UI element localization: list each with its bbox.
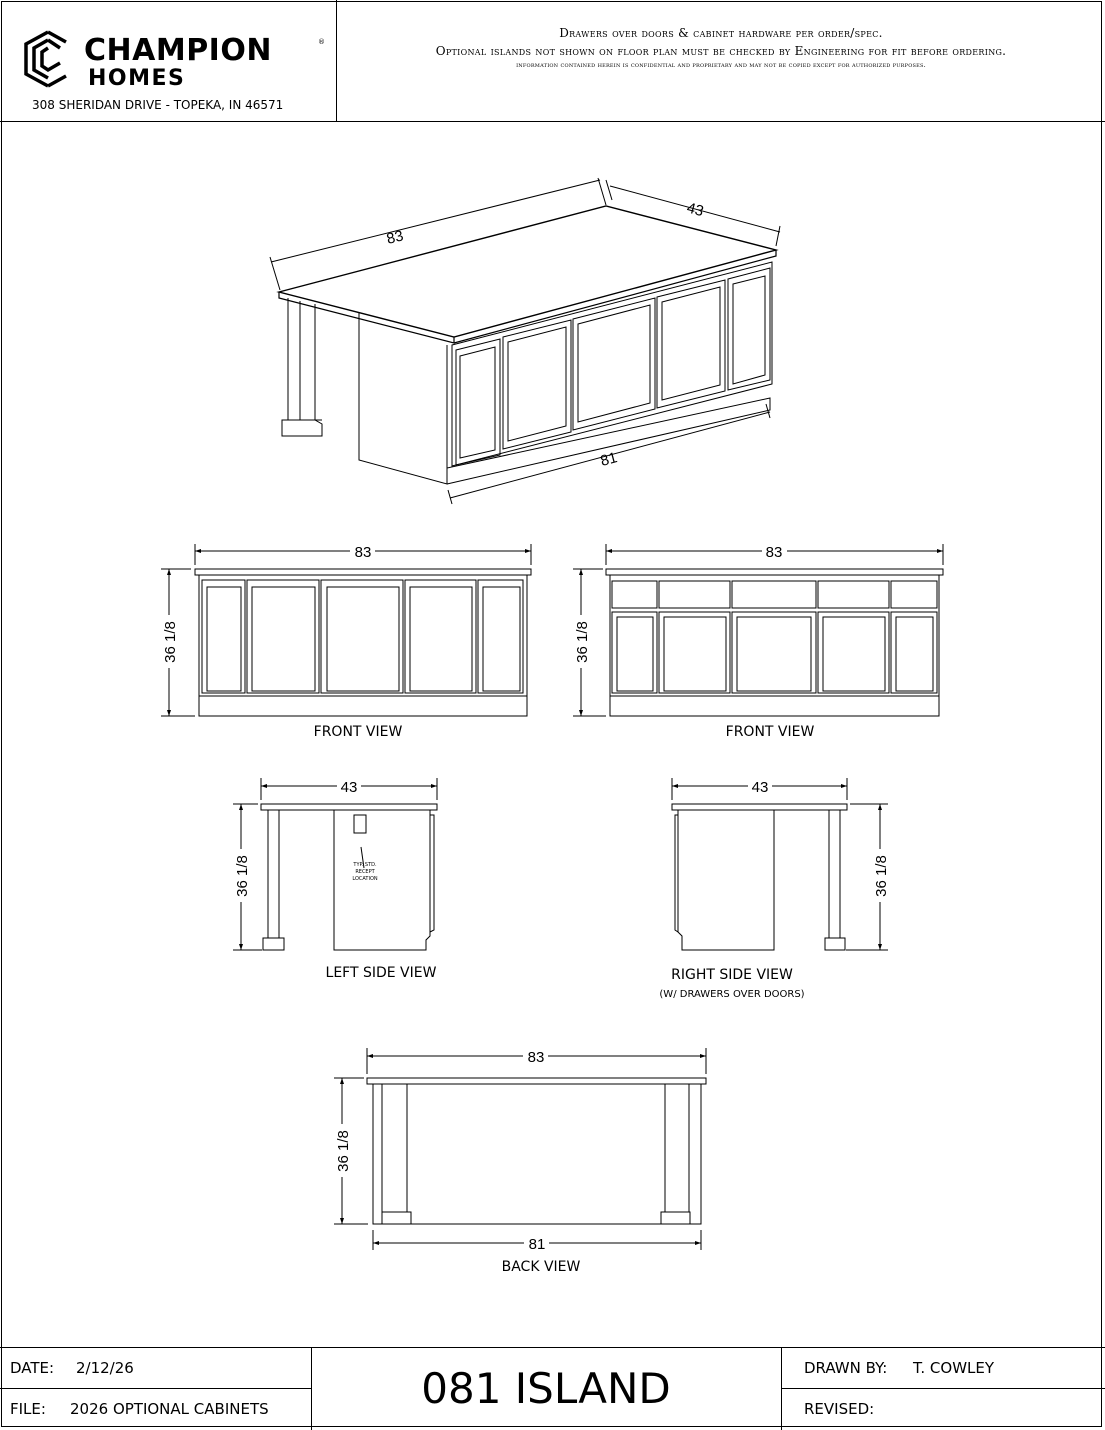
recept-note-2: RECEPT <box>355 869 375 875</box>
right-dim-height: 36 1/8 <box>873 855 890 897</box>
title-block-vline-right <box>781 1347 782 1430</box>
right-side-sublabel: (W/ DRAWERS OVER DOORS) <box>659 989 805 1000</box>
note-line-3: information contained herein is confidential and proprietary and may not be copied except for authorized purposes. <box>516 61 926 69</box>
iso-dim-depth: 43 <box>684 199 706 221</box>
front-view-1 <box>161 544 531 716</box>
drawn-by-label: DRAWN BY: <box>804 1359 888 1377</box>
title-block-right-divider <box>781 1388 1105 1389</box>
company-address: 308 SHERIDAN DRIVE - TOPEKA, IN 46571 <box>32 98 284 112</box>
recept-note-1: TYP. STD. <box>353 862 377 868</box>
front2-dim-height: 36 1/8 <box>574 621 591 663</box>
back-dim-height: 36 1/8 <box>335 1130 352 1172</box>
title-block-top <box>0 1347 1105 1348</box>
file-label: FILE: <box>10 1400 46 1418</box>
left-dim-height: 36 1/8 <box>234 855 251 897</box>
isometric-view <box>270 178 780 504</box>
front2-label: FRONT VIEW <box>725 724 815 740</box>
note-line-2: Optional islands not shown on floor plan must be checked by Engineering for fit before ordering. <box>435 44 1007 58</box>
front1-label: FRONT VIEW <box>313 724 403 740</box>
back-view <box>334 1048 706 1250</box>
right-side-label: RIGHT SIDE VIEW <box>671 967 793 983</box>
front2-dim-width: 83 <box>765 544 783 561</box>
dimension-arrows <box>167 549 943 1245</box>
front1-dim-height: 36 1/8 <box>162 621 179 663</box>
title-block-left-divider <box>0 1388 311 1389</box>
date-label: DATE: <box>10 1359 55 1377</box>
date-value: 2/12/26 <box>76 1359 134 1377</box>
right-dim-width: 43 <box>751 779 769 796</box>
iso-dim-base: 81 <box>598 449 620 470</box>
right-side-view <box>672 778 888 950</box>
back-dim-width: 83 <box>527 1049 545 1066</box>
logo-company-sub: HOMES <box>88 66 186 91</box>
drawing-title: 081 ISLAND <box>421 1364 671 1413</box>
back-dim-base: 81 <box>528 1236 546 1253</box>
svg-text:®: ® <box>318 38 325 46</box>
file-value: 2026 OPTIONAL CABINETS <box>70 1400 269 1418</box>
front-view-2 <box>573 544 943 716</box>
left-side-label: LEFT SIDE VIEW <box>325 965 437 981</box>
left-dim-width: 43 <box>340 779 358 796</box>
iso-dim-length: 83 <box>384 227 406 248</box>
drawn-by-value: T. COWLEY <box>913 1359 995 1377</box>
revised-label: REVISED: <box>804 1400 875 1418</box>
note-line-1: Drawers over doors & cabinet hardware per order/spec. <box>559 26 883 40</box>
left-side-view <box>233 778 437 950</box>
back-view-label: BACK VIEW <box>501 1259 581 1275</box>
logo-company-name: CHAMPION <box>84 33 272 68</box>
recept-note-3: LOCATION <box>352 876 378 882</box>
front1-dim-width: 83 <box>354 544 372 561</box>
